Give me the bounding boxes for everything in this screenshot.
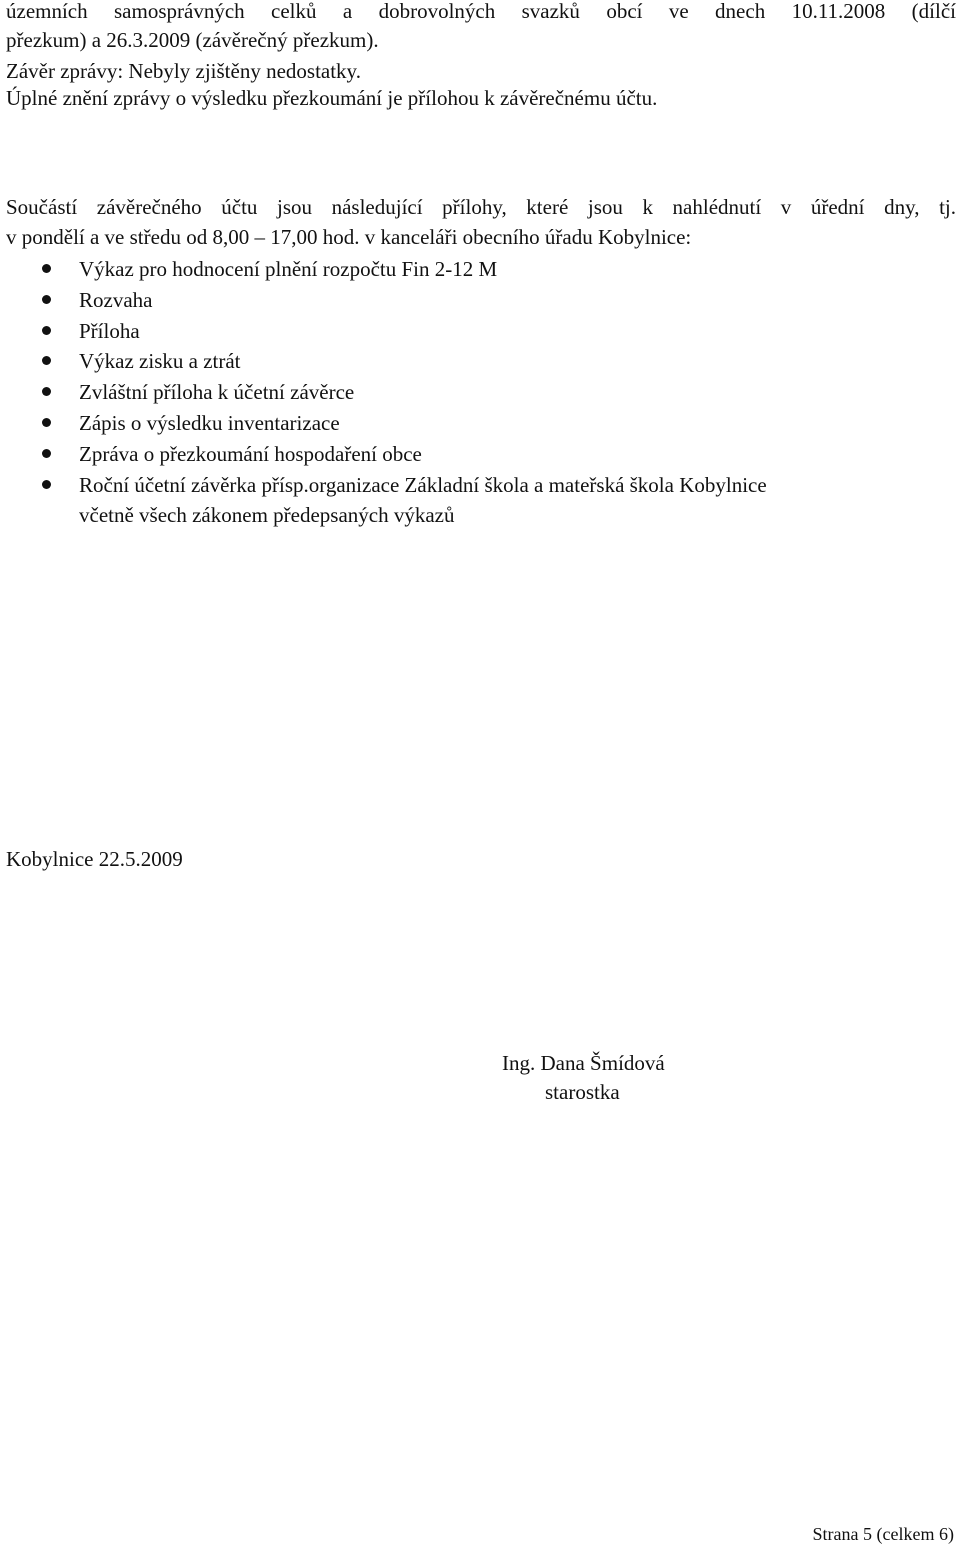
list-item-continuation: včetně všech zákonem předepsaných výkazů bbox=[79, 502, 455, 527]
attachments-intro-line-2: v pondělí a ve středu od 8,00 – 17,00 hod. v kanceláři obecního úřadu Kobylnice: bbox=[6, 225, 692, 249]
bullet-icon bbox=[42, 418, 51, 427]
bullet-icon bbox=[42, 264, 51, 273]
intro-line-2: přezkum) a 26.3.2009 (závěrečný přezkum). bbox=[6, 28, 379, 52]
place-date: Kobylnice 22.5.2009 bbox=[6, 847, 183, 871]
bullet-icon bbox=[42, 295, 51, 304]
bullet-icon bbox=[42, 480, 51, 489]
list-item-label: Příloha bbox=[79, 318, 140, 343]
attachments-intro-line-1: Součástí závěrečného účtu jsou následující přílohy, které jsou k nahlédnutí v úřední dny, tj. bbox=[6, 195, 956, 219]
page-footer: Strana 5 (celkem 6) bbox=[812, 1524, 954, 1544]
signatory-name: Ing. Dana Šmídová bbox=[502, 1051, 665, 1075]
bullet-icon bbox=[42, 449, 51, 458]
list-item-label: Rozvaha bbox=[79, 287, 153, 312]
intro-line-1: územních samosprávných celků a dobrovolných svazků obcí ve dnech 10.11.2008 (dílčí bbox=[6, 0, 956, 23]
signatory-role: starostka bbox=[545, 1080, 620, 1104]
list-item-label: Zvláštní příloha k účetní závěrce bbox=[79, 380, 355, 405]
intro-line-3: Závěr zprávy: Nebyly zjištěny nedostatky. bbox=[6, 59, 361, 83]
list-item-label: Výkaz pro hodnocení plnění rozpočtu Fin 2-12 M bbox=[79, 257, 498, 281]
list-item-label: Zpráva o přezkoumání hospodaření obce bbox=[79, 441, 422, 466]
list-item-label: Roční účetní závěrka přísp.organizace Základní škola a mateřská škola Kobylnice bbox=[79, 472, 767, 497]
bullet-icon bbox=[42, 356, 51, 365]
intro-line-4: Úplné znění zprávy o výsledku přezkoumání je přílohou k závěrečnému účtu. bbox=[6, 86, 658, 110]
bullet-icon bbox=[42, 326, 51, 335]
list-item-label: Zápis o výsledku inventarizace bbox=[79, 410, 340, 435]
bullet-icon bbox=[42, 387, 51, 396]
list-item-label: Výkaz zisku a ztrát bbox=[79, 349, 241, 374]
